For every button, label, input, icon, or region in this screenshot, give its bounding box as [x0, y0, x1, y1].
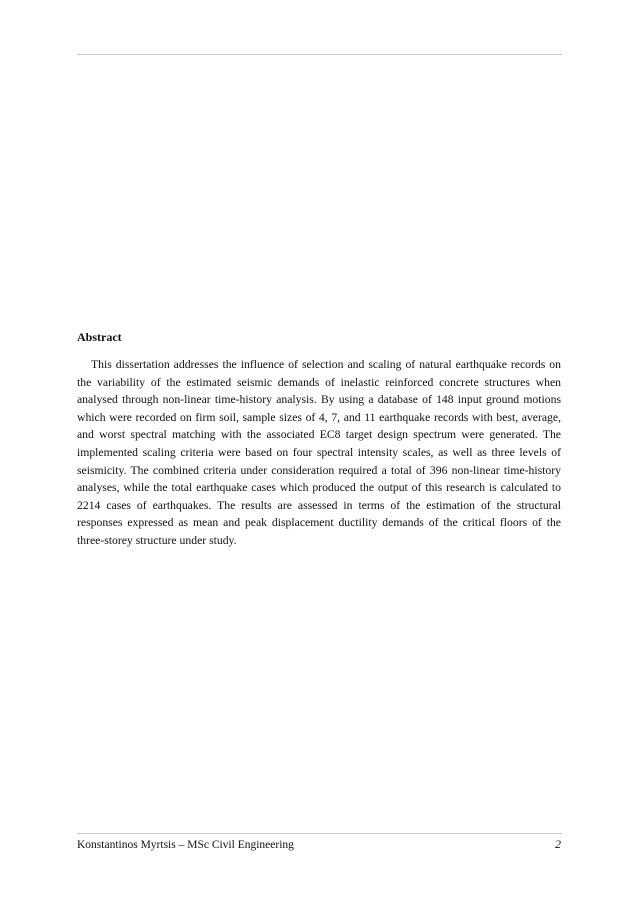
- abstract-body: This dissertation addresses the influence of selection and scaling of natural earthquake records on the variability of the estimated seismic demands of inelastic reinforced concrete structures when analysed through non-linear time-history analysis. By using a database of 148 input ground motions which were recorded on firm soil, sample sizes of 4, 7, and 11 earthquake records with best, average, and worst spectral matching with the associated EC8 target design spectrum were generated. The implemented scaling criteria were based on four spectral intensity scales, as well as three levels of seismicity. The combined criteria under consideration required a total of 396 non-linear time-history analyses, while the total earthquake cases which produced the output of this research is calculated to 2214 cases of earthquakes. The results are assessed in terms of the estimation of the structural responses expressed as mean and peak displacement ductility demands of the critical floors of the three-storey structure under study.: [77, 358, 561, 547]
- header-rule: [77, 54, 562, 55]
- abstract-heading: Abstract: [77, 330, 122, 344]
- footer-author: Konstantinos Myrtsis – MSc Civil Engineering: [77, 839, 294, 851]
- page-number: 2: [555, 837, 561, 851]
- footer-rule: [77, 833, 562, 834]
- abstract-section: [77, 330, 561, 550]
